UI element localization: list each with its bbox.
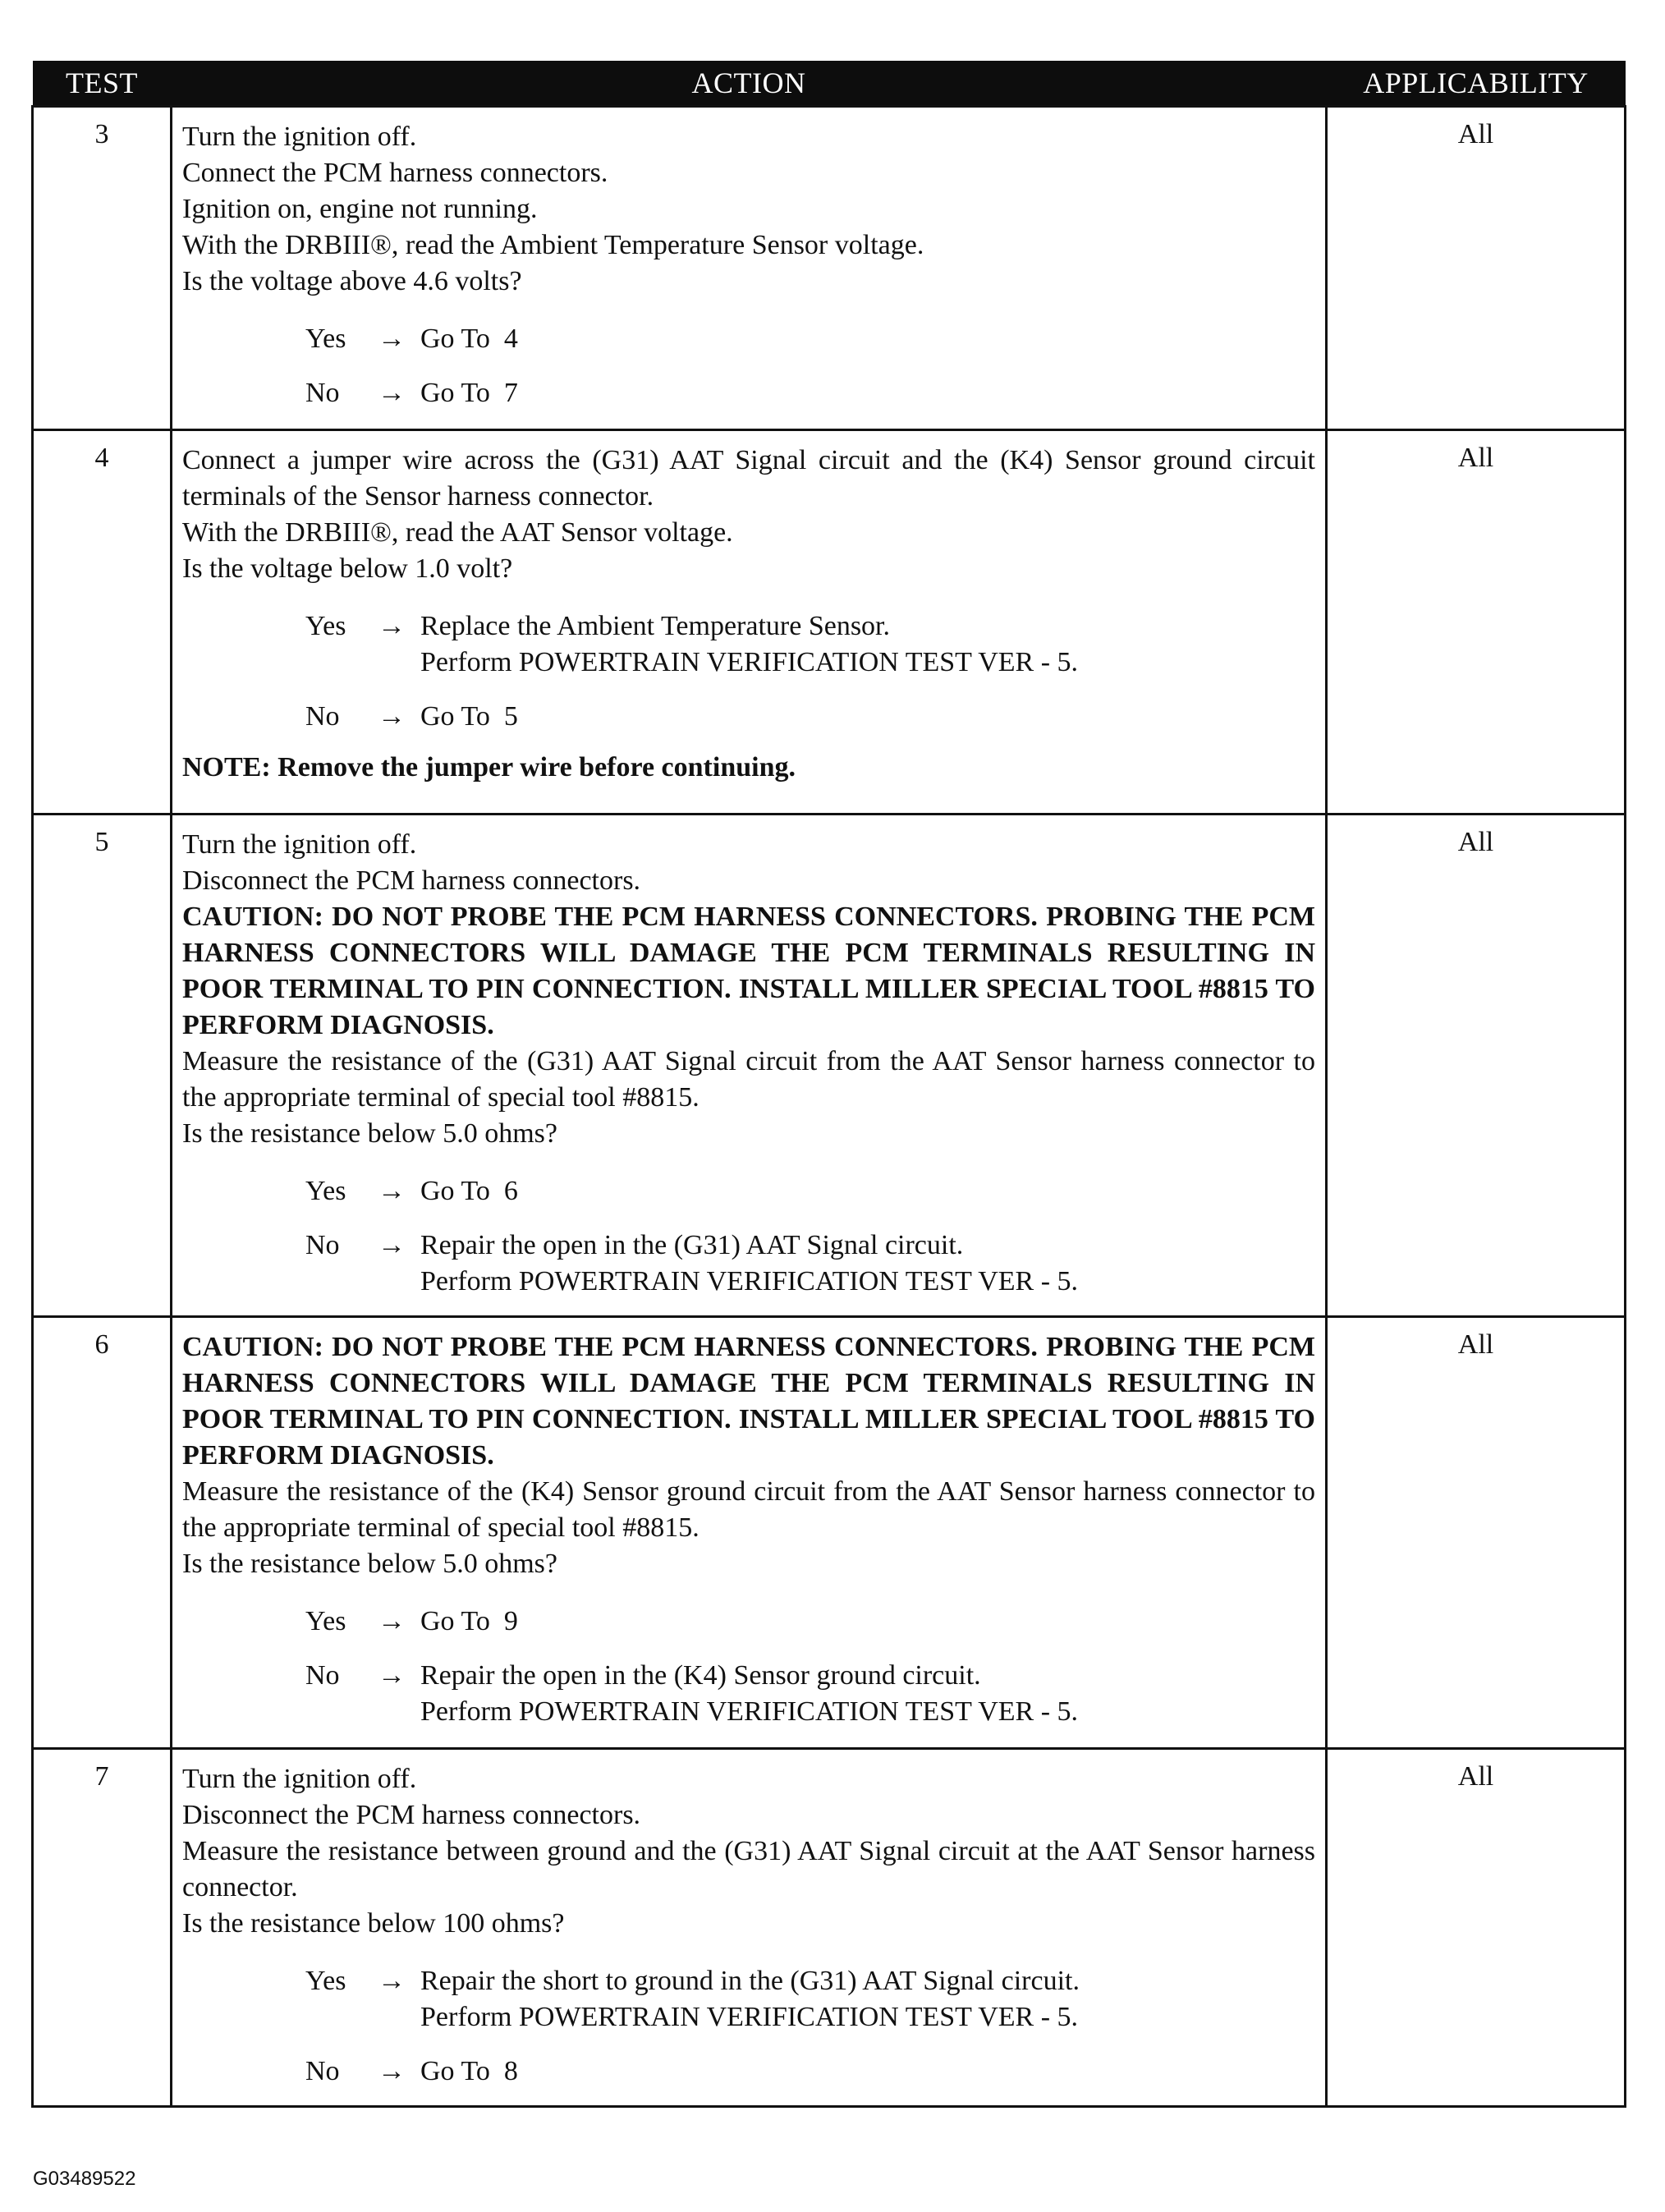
table-row [33, 430, 1626, 815]
result-yes [305, 608, 1315, 681]
result-text-line: Replace the Ambient Temperature Sensor. [420, 611, 890, 641]
result-label: Yes [305, 1966, 346, 1996]
header-test: TEST [33, 61, 172, 107]
action-line: Measure the resistance of the (K4) Sensor ground circuit from the AAT Sensor harness connector to the appropriate terminal of special tool #8815. [182, 1476, 1315, 1543]
applicability-cell: All [1327, 1317, 1626, 1749]
action-line: Is the voltage above 4.6 volts? [182, 266, 522, 296]
action-line: With the DRBIII®, read the Ambient Temperature Sensor voltage. [182, 230, 924, 260]
action-cell [172, 815, 1327, 1317]
applicability-cell: All [1327, 430, 1626, 815]
result-text [420, 1658, 1315, 1730]
header-action: ACTION [172, 61, 1327, 107]
result-text: Go To 6 [420, 1176, 518, 1206]
applicability-cell: All [1327, 1749, 1626, 2107]
action-line: Turn the ignition off. [182, 1764, 417, 1794]
result-text-line: Perform POWERTRAIN VERIFICATION TEST VER - 5. [420, 2002, 1079, 2032]
result-label: No [305, 1660, 340, 1691]
arrow-icon: → [378, 701, 406, 732]
action-cell [172, 430, 1327, 815]
result-text-line: Repair the short to ground in the (G31) AAT Signal circuit. [420, 1966, 1080, 1996]
result-label: Yes [305, 1606, 346, 1636]
arrow-icon: → [378, 1966, 406, 1996]
action-line: Measure the resistance between ground and the (G31) AAT Signal circuit at the AAT Sensor harness connector. [182, 1836, 1315, 1902]
test-number: 5 [33, 815, 172, 1317]
caution-text: CAUTION: DO NOT PROBE THE PCM HARNESS CONNECTORS. PROBING THE PCM HARNESS CONNECTORS WILL DAMAGE THE PCM TERMINALS RESULTING IN POOR TERMINAL TO PIN CONNECTION. INSTALL MILLER SPECIAL TOOL #8815 TO PERFORM DIAGNOSIS. [182, 1332, 1315, 1471]
caution-text: CAUTION: DO NOT PROBE THE PCM HARNESS CONNECTORS. PROBING THE PCM HARNESS CONNECTORS WILL DAMAGE THE PCM TERMINALS RESULTING IN POOR TERMINAL TO PIN CONNECTION. INSTALL MILLER SPECIAL TOOL #8815 TO PERFORM DIAGNOSIS. [182, 902, 1315, 1040]
test-number: 4 [33, 430, 172, 815]
diagnostic-table-sheet [31, 61, 1624, 2108]
result-no [305, 2054, 1315, 2090]
action-line: Connect the PCM harness connectors. [182, 158, 608, 188]
header-applicability: APPLICABILITY [1327, 61, 1626, 107]
test-number: 7 [33, 1749, 172, 2107]
action-line: With the DRBIII®, read the AAT Sensor voltage. [182, 517, 733, 548]
applicability-cell: All [1327, 107, 1626, 430]
action-cell [172, 1317, 1327, 1749]
applicability-cell: All [1327, 815, 1626, 1317]
result-yes [305, 321, 1315, 357]
diagnostic-test-table [31, 61, 1626, 2108]
arrow-icon: → [378, 2056, 406, 2086]
result-text-line: Repair the open in the (G31) AAT Signal circuit. [420, 1230, 964, 1260]
result-text [420, 1228, 1315, 1300]
result-yes [305, 1604, 1315, 1640]
table-row [33, 1749, 1626, 2107]
result-text-line: Perform POWERTRAIN VERIFICATION TEST VER - 5. [420, 1266, 1079, 1296]
result-label: Yes [305, 611, 346, 641]
arrow-icon: → [378, 378, 406, 408]
action-line: Is the voltage below 1.0 volt? [182, 553, 513, 584]
table-header-row [33, 61, 1626, 107]
arrow-icon: → [378, 1660, 406, 1691]
table-row [33, 815, 1626, 1317]
result-text-line: Perform POWERTRAIN VERIFICATION TEST VER - 5. [420, 647, 1079, 677]
action-line: Disconnect the PCM harness connectors. [182, 865, 641, 896]
arrow-icon: → [378, 1176, 406, 1206]
result-yes [305, 1173, 1315, 1209]
result-text [420, 608, 1315, 681]
result-no [305, 375, 1315, 411]
result-no [305, 699, 1315, 735]
result-text-line: Perform POWERTRAIN VERIFICATION TEST VER - 5. [420, 1696, 1079, 1727]
action-line: Ignition on, engine not running. [182, 194, 538, 224]
action-line: Measure the resistance of the (G31) AAT Signal circuit from the AAT Sensor harness connector to the appropriate terminal of special tool #8815. [182, 1046, 1315, 1113]
arrow-icon: → [378, 611, 406, 641]
action-cell [172, 1749, 1327, 2107]
action-line: Connect a jumper wire across the (G31) AAT Signal circuit and the (K4) Sensor ground circuit terminals of the Sensor harness connector. [182, 445, 1315, 512]
result-label: No [305, 701, 340, 732]
note-text: NOTE: Remove the jumper wire before continuing. [182, 752, 796, 782]
table-row [33, 1317, 1626, 1749]
result-no [305, 1228, 1315, 1300]
result-label: No [305, 1230, 340, 1260]
figure-code: G03489522 [33, 2168, 136, 2190]
action-cell [172, 107, 1327, 430]
action-line: Is the resistance below 100 ohms? [182, 1908, 565, 1939]
result-label: No [305, 378, 340, 408]
action-line: Turn the ignition off. [182, 122, 417, 152]
arrow-icon: → [378, 1606, 406, 1636]
result-label: No [305, 2056, 340, 2086]
action-line: Is the resistance below 5.0 ohms? [182, 1118, 557, 1149]
test-number: 3 [33, 107, 172, 430]
result-label: Yes [305, 324, 346, 354]
action-line: Turn the ignition off. [182, 829, 417, 860]
result-text-line: Repair the open in the (K4) Sensor ground circuit. [420, 1660, 981, 1691]
result-text: Go To 9 [420, 1606, 518, 1636]
result-no [305, 1658, 1315, 1730]
arrow-icon: → [378, 324, 406, 354]
test-number: 6 [33, 1317, 172, 1749]
result-text: Go To 8 [420, 2056, 518, 2086]
result-text: Go To 5 [420, 701, 518, 732]
arrow-icon: → [378, 1230, 406, 1260]
table-row [33, 107, 1626, 430]
action-line: Is the resistance below 5.0 ohms? [182, 1549, 557, 1579]
result-text: Go To 7 [420, 378, 518, 408]
result-label: Yes [305, 1176, 346, 1206]
action-line: Disconnect the PCM harness connectors. [182, 1800, 641, 1830]
result-text [420, 1963, 1315, 2035]
result-yes [305, 1963, 1315, 2035]
result-text: Go To 4 [420, 324, 518, 354]
